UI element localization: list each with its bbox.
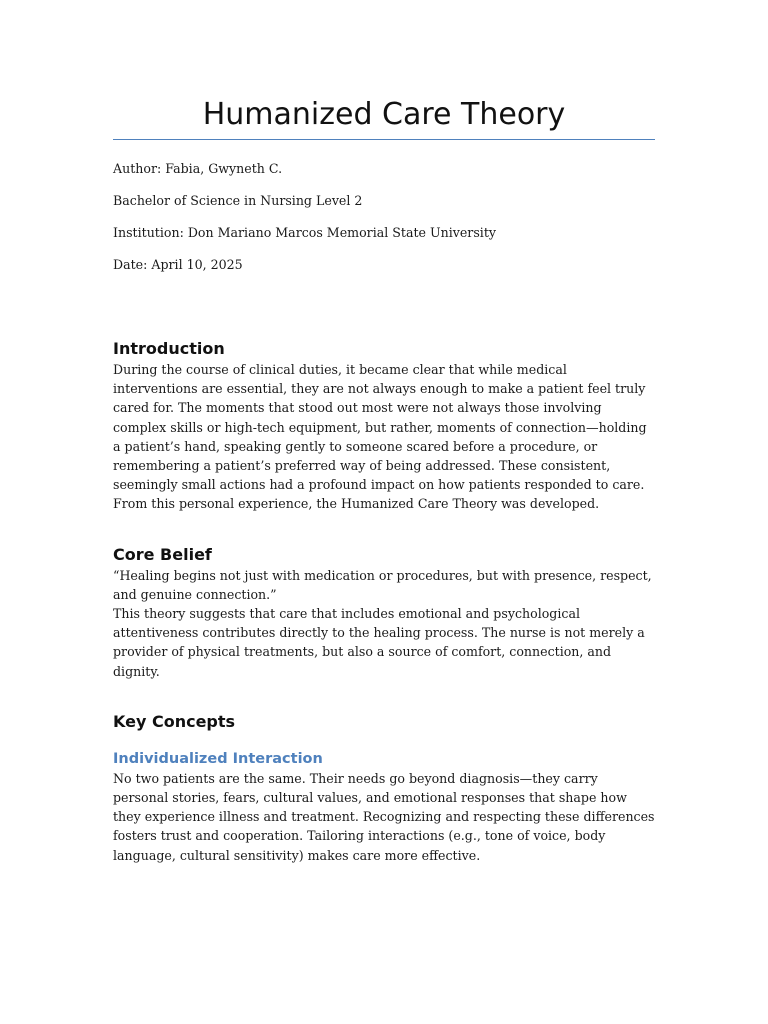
individualized-interaction-paragraph: No two patients are the same. Their needs go beyond diagnosis—they carry personal stories, fears, cultural values, and emotional responses that shape how they experience illness and treatment. Recognizing and respecting these differences fosters trust and cooperation. Tailoring interactions (e.g., tone of voice, body language, cultural sensitivity) makes care more effective. [113, 770, 655, 863]
core-belief-paragraph: This theory suggests that care that includes emotional and psychological attentiveness contributes directly to the healing process. The nurse is not merely a provider of physical treatments, but also a source of comfort, connection, and dignity. [113, 606, 645, 679]
title-underline [113, 139, 655, 140]
introduction-paragraph: During the course of clinical duties, it became clear that while medical interventions are essential, they are not always enough to make a patient feel truly cared for. The moments that stood out most were not always those involving complex skills or high-tech equipment, but rather, moments of connection—holding a patient’s hand, speaking gently to someone scared before a procedure, or remembering a patient’s preferred way of being addressed. These consistent, seemingly small actions had a profound impact on how patients responded to care. From this personal experience, the Humanized Care Theory was developed. [113, 362, 647, 512]
author-line: Author: Fabia, Gwyneth C. [113, 161, 283, 176]
document-title: Humanized Care Theory [202, 97, 566, 132]
institution-line: Institution: Don Mariano Marcos Memorial State University [113, 225, 496, 240]
document-content [113, 96, 655, 865]
key-concepts-section [113, 711, 655, 865]
core-belief-section [113, 544, 655, 681]
individualized-interaction-heading: Individualized Interaction [113, 750, 323, 767]
core-belief-heading: Core Belief [113, 544, 212, 564]
program-line: Bachelor of Science in Nursing Level 2 [113, 193, 363, 208]
introduction-heading: Introduction [113, 339, 225, 358]
introduction-section [113, 338, 655, 514]
key-concepts-heading: Key Concepts [113, 711, 236, 731]
date-line: Date: April 10, 2025 [113, 257, 243, 272]
core-belief-quote: “Healing begins not just with medication or procedures, but with presence, respect, and genuine connection.” [113, 567, 652, 602]
